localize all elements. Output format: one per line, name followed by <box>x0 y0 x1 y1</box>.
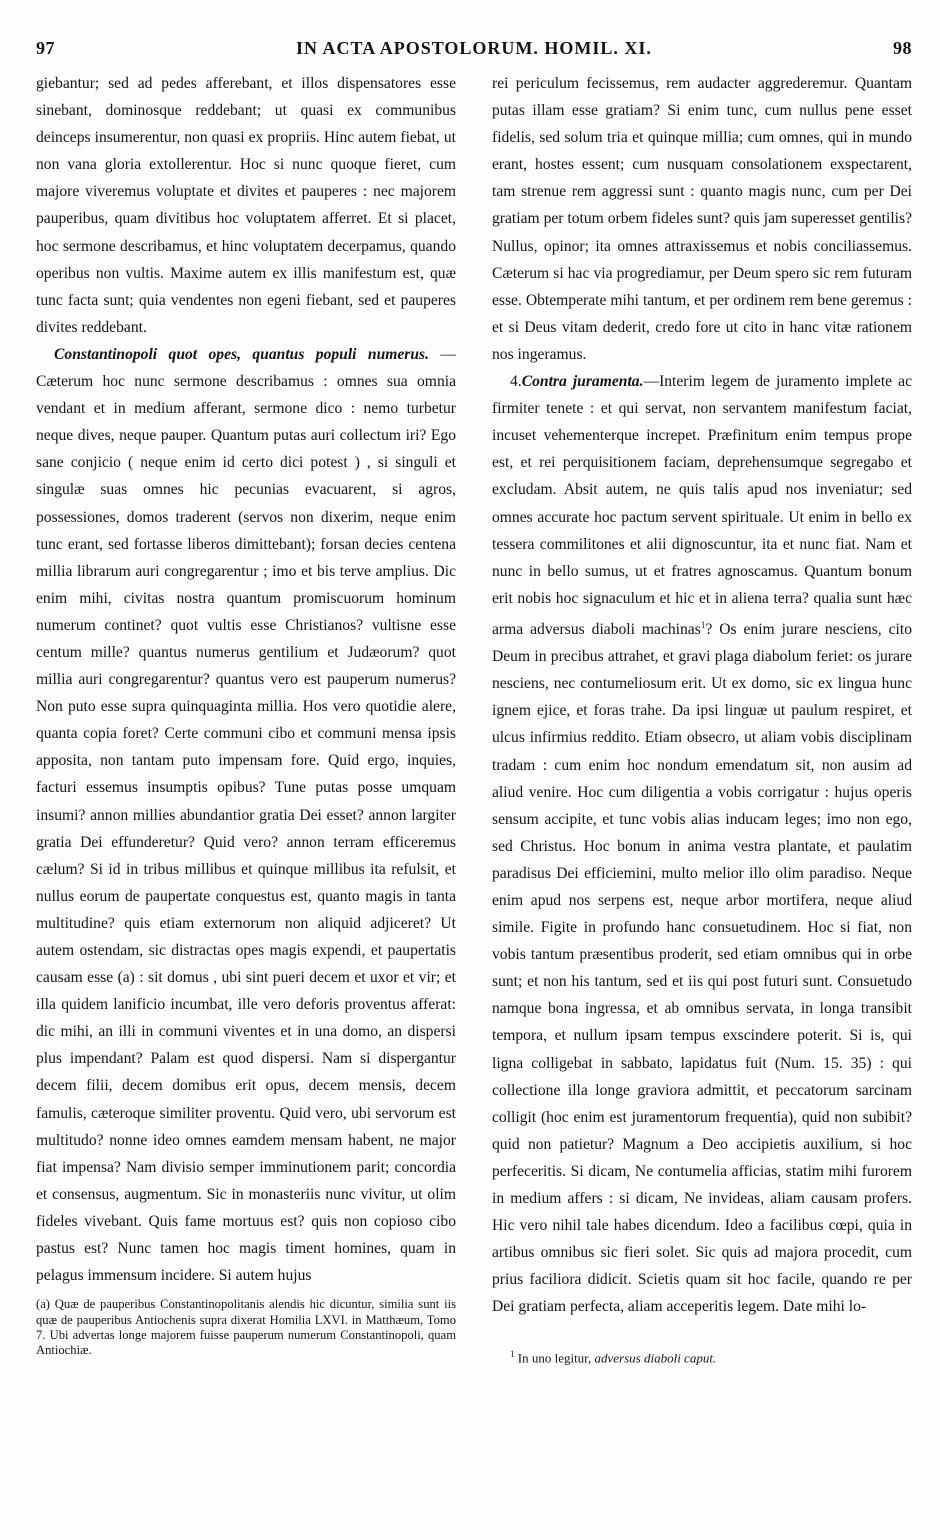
running-title: IN ACTA APOSTOLORUM. HOMIL. XI. <box>296 38 652 58</box>
footnote-text: In uno legitur, <box>517 1349 592 1365</box>
paragraph: rei periculum fecissemus, rem audacter aggrederemur. Quantam putas illam esse gratiam? Si enim tunc, cum nullus pene esset fidelis, sed solum tria et quinque millia; cum omnes, qui in mundo erant, hostes essent; cum nusquam consolationem exspectarent, tam strenue rem aggressi sunt : quanto magis nunc, cum per Dei gratiam per totum orbem fideles sunt? quis jam superesset gentilis? Nullus, opinor; ita omnes attraxissemus et nobis conciliassemus. Cæterum si hac via progrediamur, per Deum spero sic rem futuram esse. Obtemperate mihi tantum, et per ordinem rem bene geremus : et si Deus vitam dederit, credo fore ut cito in hanc vitæ rationem nos ingeramus. <box>492 75 912 363</box>
footnote-italic: adversus diaboli caput. <box>594 1349 717 1365</box>
page-number-left: 97 <box>36 38 55 58</box>
page-number-right: 98 <box>892 38 912 58</box>
footnote: (a) Quæ de pauperibus Constantinopolitanis alendis hic dicuntur, similia sunt iis quæ de pauperibus Antiochenis supra dixerat Homilia LXVI. in Matthæum, Tomo 7. Ubi advertas longe majorem fuisse pauperum numerum Constantinopoli, quam Antiochiæ. <box>36 1297 456 1358</box>
footnote-marker: 1 <box>510 1348 515 1359</box>
paragraph <box>36 341 456 1289</box>
running-header <box>36 38 912 68</box>
section-heading: Constantinopoli quot opes, quantus populi numerus. <box>54 345 429 363</box>
section-heading: Contra juramenta. <box>521 373 644 391</box>
paragraph: giebantur; sed ad pedes afferebant, et illos dispensatores esse sinebant, dominosque reddebant; ut quasi ex communibus deinceps insumerentur, non quasi ex propriis. Hinc autem fiebat, ut non vana gloria extollerentur. Hoc si nunc quoque fieret, cum majore viveremus voluptate et divites et pauperes : nec majorem pauperibus, quam divitibus hoc voluptatem afferret. Et si placet, hoc sermone describamus, et hinc voluptatem decerpamus, quando operibus non vultis. Maxime autem ex illis manifestum est, quæ tunc facta sunt; quia vendentes non egeni fiebant, sed et pauperes divites reddebant. <box>36 75 456 336</box>
footnote <box>492 1341 912 1371</box>
footnote-ref: 1 <box>700 619 706 630</box>
left-column <box>36 70 456 1371</box>
paragraph <box>492 368 912 1320</box>
text-columns <box>36 70 912 1371</box>
paragraph-text: ? Os enim jurare nesciens, cito Deum in precibus attrahet, et gravi plaga diabolum feriet: os jurare nesciens, nec contumeliosum erit. Ut ex domo, sic ex lingua hunc ignem ejice, et foras trahe. Da ipsi linguæ ut paulum respiret, et ulcus infirmius reddito. Etiam obsecro, ut aliam vobis disciplinam tradam : cum enim hoc nondum emendatum sit, non ausim ad aliud venire. Hoc cum diligentia a vobis corrigatur : hujus operis sensum accipite, et tunc vobis alias inducam leges; imo non ego, sed Christus. Hoc bonum in anima vestra plantate, et paulatim paradisus Dei efficiemini, multo melior illo olim paradiso. Neque enim apud nos serpens est, neque arbor mortifera, neque aliud simile. Figite in profundo hanc consuetudinem. Hoc si fiat, non vobis tantum præsentibus proderit, sed etiam omnibus qui in orbe sunt; et non his tantum, sed et iis qui post futuri sunt. Consuetudo namque bona ingressa, et ab omnibus servata, in longa transibit tempora, et nullum ipsam tempus exscindere poterit. Si is, qui ligna colligebat in sabbato, lapidatus fuit (Num. 15. 35) : qui collectione illa longe graviora admittit, et peccatorum sarcinam colligit (hoc enim est juramentorum frequentia), quid non subibit? quid non patietur? Magnum a Deo accipietis auxilium, si hoc perfeceritis. Si dicam, Ne contumelia afficias, statim mihi furorem in medium affers : si dicam, Ne invideas, aliam causam profers. Hic vero nihil tale habes dicendum. Ideo a facilibus cœpi, quia in artibus omnibus sic fieri solet. Sic quis ad majora procedit, cum prius faciliora didicit. Scietis quam sit hoc facile, quando re per Dei gratiam perfecta, aliam acceperitis legem. Date mihi lo- <box>492 621 913 1316</box>
section-number: 4. <box>510 373 522 391</box>
paragraph-text: — Cæterum hoc nunc sermone describamus : omnes sua omnia vendant et in medium afferant, sermone dico : nemo turbetur neque dives, neque pauper. Quantum putas auri collectum iri? Ego sane conjicio ( neque enim id certo dici potest ) , si singuli et singulæ suas omnes hic pecunias evacuarent, si agros, possessiones, domos traderent (servos non dixerim, neque enim tunc erant, sed fortasse liberos dimittebant); forsan decies centena millia librarum auri congregarentur ; imo et bis terve amplius. Dic enim mihi, civitas nostra quantum promiscuorum hominum numerum continet? quot vultis esse Christianos? vultisne esse centum mille? quantus numerus gentilium et Judæorum? quot millia auri congregarentur? quantus vero est pauperum numerus? Non puto esse supra quinquaginta millia. Hos vero quotidie alere, quanta copia foret? Certe communi cibo et communi mensa ipsis apposita, non tantam puto impensam fore. Quid ergo, inquies, facturi essemus insumptis opibus? Tune putas posse umquam insumi? annon millies abundantior gratia Dei esset? annon largiter gratia Dei effunderetur? Quid vero? annon terram efficeremus cælum? Si id in tribus millibus et quinque millibus ita refulsit, et nullus eorum de paupertate conquestus est, quanto magis in tanta multitudine? quis etiam externorum non aliquid adjiceret? Ut autem ostendam, sic distractas opes magis expendi, et paupertatis causam esse (a) : sit domus , ubi sint pueri decem et uxor et vir; et illa quidem lanificio incumbat, ille vero deforis proventus afferat: dic mihi, an illi in communi viventes et in una domo, an dispersi plus impendant? Palam est quod dispersi. Nam si dispergantur decem filii, decem domibus erit opus, decem mensis, decem famulis, cæteroque similiter proventu. Quid vero, ubi servorum est multitudo? nonne ideo omnes eamdem mensam habent, ne major fiat impensa? Nam divisio semper imminutionem parit; concordia et consensus, augmentum. Sic in monasteriis nunc vivitur, ut olim fideles vivebant. Quis fame mortuus est? quis non copioso cibo pastus est? Nunc tamen hoc magis timent homines, quam in pelagus immensum incidere. Si autem hujus <box>36 345 456 1285</box>
paragraph-text: —Interim legem de juramento implete ac firmiter tenete : et qui servat, non servantem manifestum faciat, incuset vehementerque increpet. Præfinitum enim tempus prope est, et rei perquisitionem faciam, deprehensumque segregabo et excludam. Absit autem, ne quis talis apud nos inveniatur; sed omnes accurate hoc pactum servent spirituale. Ut enim in bello ex tessera commilitones et alii dignoscuntur, ita et nunc fiat. Nam et nunc in bello sumus, ut et fratres agnoscamus. Quantum bonum erit nobis hoc signaculum et hic et in aliena terra? qualia sunt hæc arma adversus diaboli machinas <box>492 373 912 639</box>
right-column <box>492 70 912 1371</box>
